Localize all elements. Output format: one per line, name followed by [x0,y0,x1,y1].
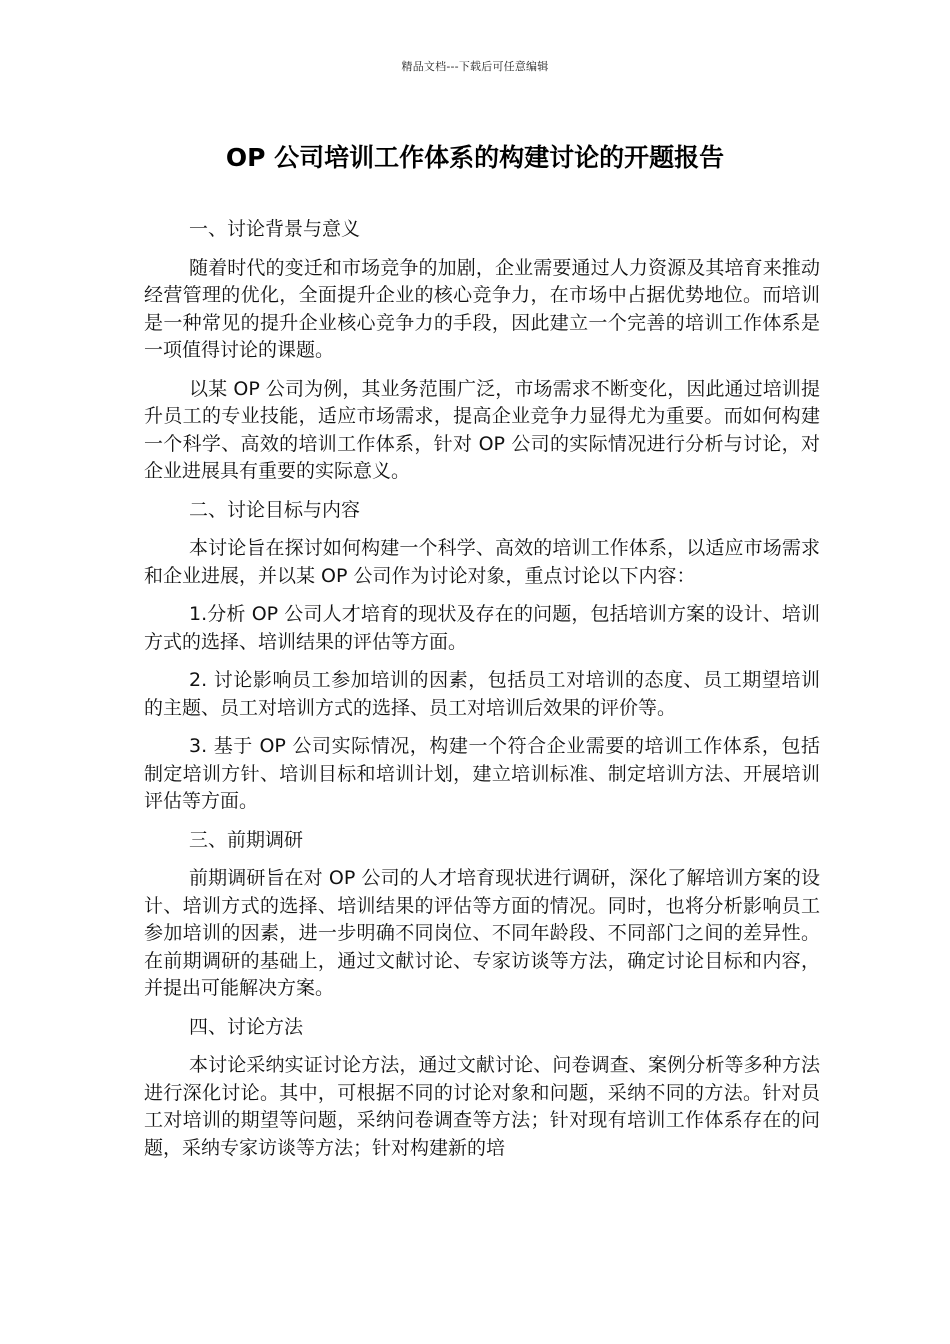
paragraph: 本讨论旨在探讨如何构建一个科学、高效的培训工作体系，以适应市场需求和企业进展，并以某 OP 公司作为讨论对象，重点讨论以下内容： [144,537,820,587]
section-heading-background: 一、讨论背景与意义 [189,218,361,240]
paragraph: 以某 OP 公司为例，其业务范围广泛，市场需求不断变化，因此通过培训提升员工的专业技能，适应市场需求，提高企业竞争力显得尤为重要。而如何构建一个科学、高效的培训工作体系，针对 OP 公司的实际情况进行分析与讨论，对企业进展具有重要的实际意义。 [144,377,820,482]
list-item: 3. 基于 OP 公司实际情况，构建一个符合企业需要的培训工作体系，包括制定培训方针、培训目标和培训计划，建立培训标准、制定培训方法、开展培训评估等方面。 [144,735,820,812]
section-heading-goals: 二、讨论目标与内容 [189,498,361,521]
paragraph: 前期调研旨在对 OP 公司的人才培育现状进行调研，深化了解培训方案的设计、培训方式的选择、培训结果的评估等方面的情况。同时，也将分析影响员工参加培训的因素，进一步明确不同岗位、不同年龄段、不同部门之间的差异性。在前期调研的基础上，通过文献讨论、专家访谈等方法，确定讨论目标和内容，并提出可能解决方案。 [144,867,820,999]
section-heading-methods: 四、讨论方法 [189,1015,304,1038]
document-body [144,216,820,1173]
list-item: 2. 讨论影响员工参加培训的因素，包括员工对培训的态度、员工期望培训的主题、员工对培训方式的选择、员工对培训后效果的评价等。 [144,669,820,719]
header-note: 精品文档---下载后可任意编辑 [401,60,549,73]
paragraph: 随着时代的变迁和市场竞争的加剧，企业需要通过人力资源及其培育来推动经营管理的优化，全面提升企业的核心竞争力，在市场中占据优势地位。而培训是一种常见的提升企业核心竞争力的手段，因此建立一个完善的培训工作体系是一项值得讨论的课题。 [144,256,820,361]
section-heading-research: 三、前期调研 [189,828,304,851]
page-title: OP 公司培训工作体系的构建讨论的开题报告 [225,143,725,172]
list-item: 1.分析 OP 公司人才培育的现状及存在的问题，包括培训方案的设计、培训方式的选择、培训结果的评估等方面。 [144,603,820,653]
paragraph: 本讨论采纳实证讨论方法，通过文献讨论、问卷调查、案例分析等多种方法进行深化讨论。其中，可根据不同的讨论对象和问题，采纳不同的方法。针对员工对培训的期望等问题，采纳问卷调查等方法；针对现有培训工作体系存在的问题，采纳专家访谈等方法；针对构建新的培 [144,1054,820,1159]
